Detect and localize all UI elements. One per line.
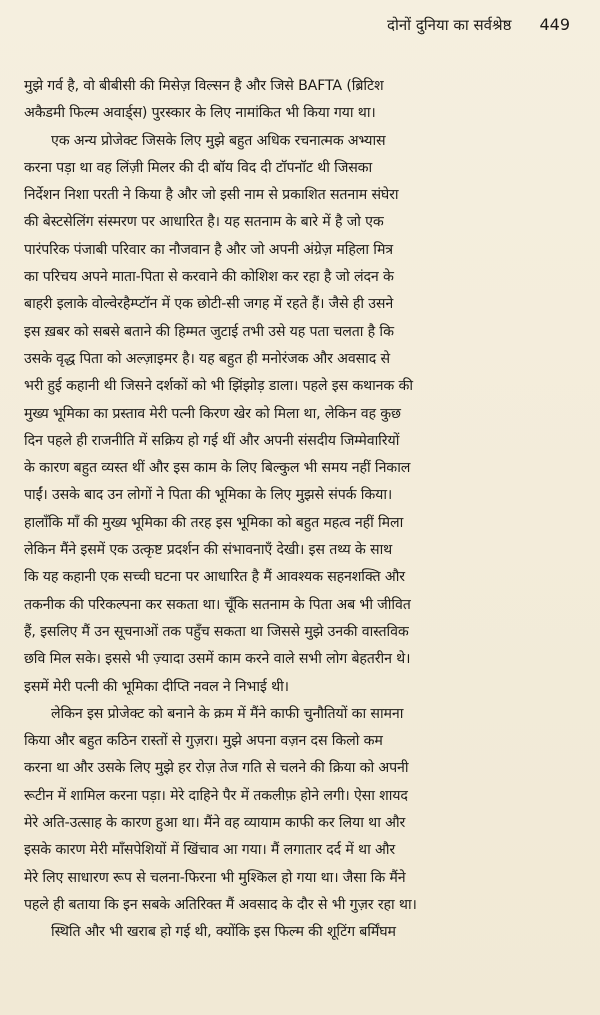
- text-line: तकनीक की परिकल्पना कर सकता था। चूँकि सतनाम के पिता अब भी जीवित: [24, 596, 411, 613]
- text-line: हैं, इसलिए मैं उन सूचनाओं तक पहुँच सकता था जिससे मुझे उनकी वास्तविक: [24, 623, 409, 640]
- text-line: पारंपरिक पंजाबी परिवार का नौजवान है और जो अपनी अंग्रेज़ महिला मित्र: [24, 241, 393, 258]
- text-line: एक अन्य प्रोजेक्ट जिसके लिए मुझे बहुत अधिक रचनात्मक अभ्यास: [51, 132, 386, 149]
- text-line: इसके कारण मेरी माँसपेशियों में खिंचाव आ गया। मैं लगातार दर्द में था और: [24, 842, 395, 859]
- text-line: उसके वृद्ध पिता को अल्ज़ाइमर है। यह बहुत ही मनोरंजक और अवसाद से: [24, 350, 390, 367]
- text-line: छवि मिल सके। इससे भी ज़्यादा उसमें काम करने वाले सभी लोग बेहतरीन थे।: [24, 651, 411, 668]
- text-line: करना पड़ा था वह लिंज़ी मिलर की दी बॉय विद दी टॉपनॉट थी जिसका: [24, 159, 373, 176]
- body-text: [24, 73, 582, 947]
- text-line: किया और बहुत कठिन रास्तों से गुज़रा। मुझे अपना वज़न दस किलो कम: [24, 733, 383, 750]
- text-line: मुख्य भूमिका का प्रस्ताव मेरी पत्नी किरण खेर को मिला था, लेकिन वह कुछ: [24, 405, 401, 422]
- running-head: [387, 14, 570, 36]
- text-line: भरी हुई कहानी थी जिसने दर्शकों को भी झिंझोड़ डाला। पहले इस कथानक की: [24, 378, 413, 395]
- text-line: स्थिति और भी खराब हो गई थी, क्योंकि इस फिल्म की शूटिंग बर्मिंघम: [51, 924, 396, 941]
- text-line: निर्देशन निशा परती ने किया है और जो इसी नाम से प्रकाशित सतनाम संघेरा: [24, 187, 399, 204]
- text-line: मुझे गर्व है, वो बीबीसी की मिसेज़ विल्सन है और जिसे BAFTA (ब्रिटिश: [24, 78, 384, 94]
- chapter-title: दोनों दुनिया का सर्वश्रेष्ठ: [386, 16, 512, 34]
- text-line: दिन पहले ही राजनीति में सक्रिय हो गई थीं और अपनी संसदीय जिम्मेवारियों: [24, 432, 400, 449]
- text-line: रूटीन में शामिल करना पड़ा। मेरे दाहिने पैर में तकलीफ़ होने लगी। ऐसा शायद: [24, 787, 408, 804]
- text-line: मेरे लिए साधारण रूप से चलना-फिरना भी मुश्किल हो गया था। जैसा कि मैंने: [24, 869, 406, 886]
- text-line: की बेस्टसेलिंग संस्मरण पर आधारित है। यह सतनाम के बारे में है जो एक: [24, 214, 384, 231]
- text-line: मेरे अति-उत्साह के कारण हुआ था। मैंने वह व्यायाम काफी कर लिया था और: [24, 815, 406, 832]
- text-line: हालाँकि माँ की मुख्य भूमिका की तरह इस भूमिका को बहुत महत्व नहीं मिला: [24, 514, 404, 531]
- text-line: अकैडमी फिल्म अवार्ड्स) पुरस्कार के लिए नामांकित भी किया गया था।: [24, 105, 376, 122]
- text-line: पाईं। उसके बाद उन लोगों ने पिता की भूमिका के लिए मुझसे संपर्क किया।: [24, 487, 393, 504]
- text-line: पहले ही बताया कि इन सबके अतिरिक्त मैं अवसाद के दौर से भी गुज़र रहा था।: [24, 896, 417, 913]
- page-number: 449: [539, 15, 570, 34]
- text-line: के कारण बहुत व्यस्त थीं और इस काम के लिए बिल्कुल भी समय नहीं निकाल: [24, 460, 411, 477]
- text-line: इस ख़बर को सबसे बताने की हिम्मत जुटाई तभी उसे यह पता चलता है कि: [24, 323, 394, 340]
- text-line: लेकिन मैंने इसमें एक उत्कृष्ट प्रदर्शन की संभावनाएँ देखी। इस तथ्य के साथ: [24, 542, 393, 559]
- text-line: करना था और उसके लिए मुझे हर रोज़ तेज गति से चलने की क्रिया को अपनी: [24, 760, 409, 777]
- text-line: कि यह कहानी एक सच्ची घटना पर आधारित है मैं आवश्यक सहनशक्ति और: [24, 569, 405, 586]
- text-line: लेकिन इस प्रोजेक्ट को बनाने के क्रम में मैंने काफी चुनौतियों का सामना: [51, 705, 404, 722]
- text-line: इसमें मेरी पत्नी की भूमिका दीप्ति नवल ने निभाई थी।: [24, 678, 289, 695]
- text-line: का परिचय अपने माता-पिता से करवाने की कोशिश कर रहा है जो लंदन के: [24, 269, 394, 286]
- text-line: बाहरी इलाके वोल्वेरहैम्प्टॉन में एक छोटी-सी जगह में रहते हैं। जैसे ही उसने: [24, 296, 394, 313]
